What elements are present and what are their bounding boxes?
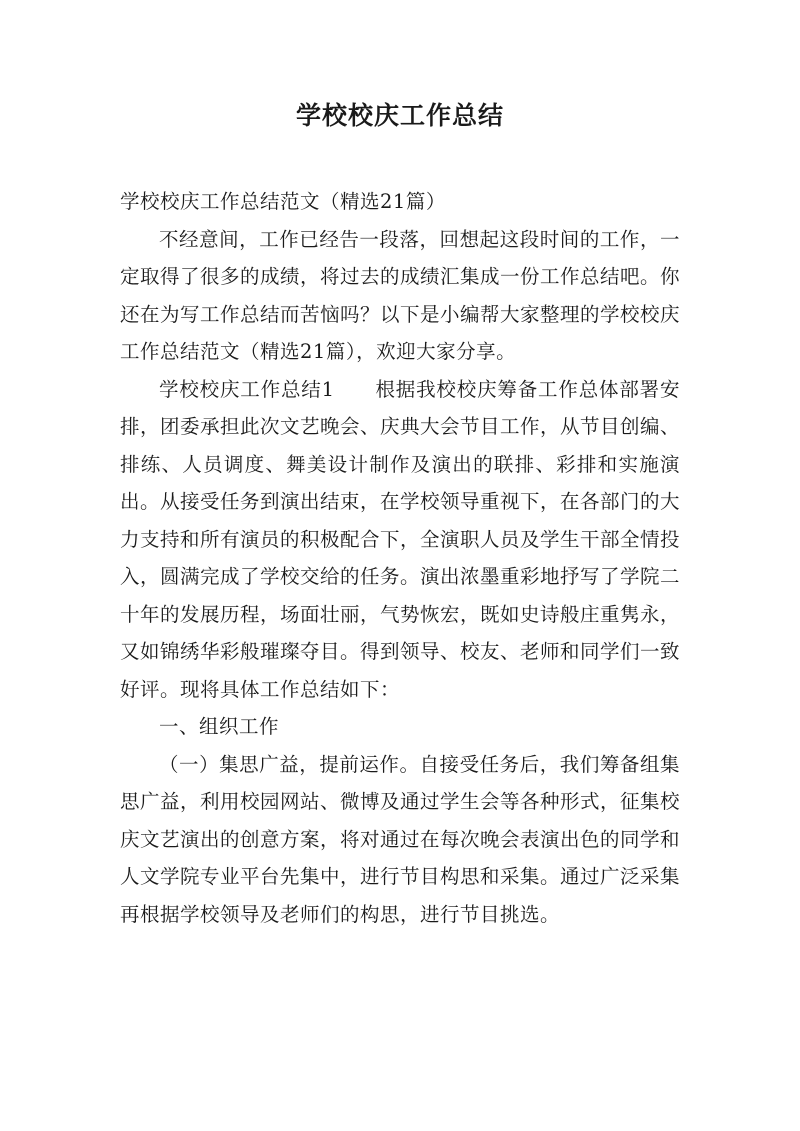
document-title: 学校校庆工作总结: [295, 101, 504, 130]
document-body: [120, 183, 680, 933]
document-subtitle: 学校校庆工作总结范文（精选21篇）: [120, 190, 446, 213]
intro-paragraph: 不经意间，工作已经告一段落，回想起这段时间的工作，一定取得了很多的成绩，将过去的成绩汇集成一份工作总结吧。你还在为写工作总结而苦恼吗？以下是小编帮大家整理的学校校庆工作总结范文（精选21篇），欢迎大家分享。: [120, 227, 681, 363]
summary-paragraph-1: 学校校庆工作总结1 根据我校校庆筹备工作总体部署安排，团委承担此次文艺晚会、庆典大会节目工作，从节目创编、排练、人员调度、舞美设计制作及演出的联排、彩排和实施演出。从接受任务到演出结束，在学校领导重视下，在各部门的大力支持和所有演员的积极配合下，全演职人员及学生干部全情投入，圆满完成了学校交给的任务。演出浓墨重彩地抒写了学院二十年的发展历程，场面壮丽，气势恢宏，既如史诗般庄重隽永，又如锦绣华彩般璀璨夺目。得到领导、校友、老师和同学们一致好评。现将具体工作总结如下：: [120, 377, 681, 701]
section-heading: 一、组织工作: [159, 715, 280, 738]
section-paragraph-1: （一）集思广益，提前运作。自接受任务后，我们筹备组集思广益，利用校园网站、微博及通过学生会等各种形式，征集校庆文艺演出的创意方案，将对通过在每次晚会表演出色的同学和人文学院专业平台先集中，进行节目构思和采集。通过广泛采集再根据学校领导及老师们的构思，进行节目挑选。: [120, 752, 681, 926]
